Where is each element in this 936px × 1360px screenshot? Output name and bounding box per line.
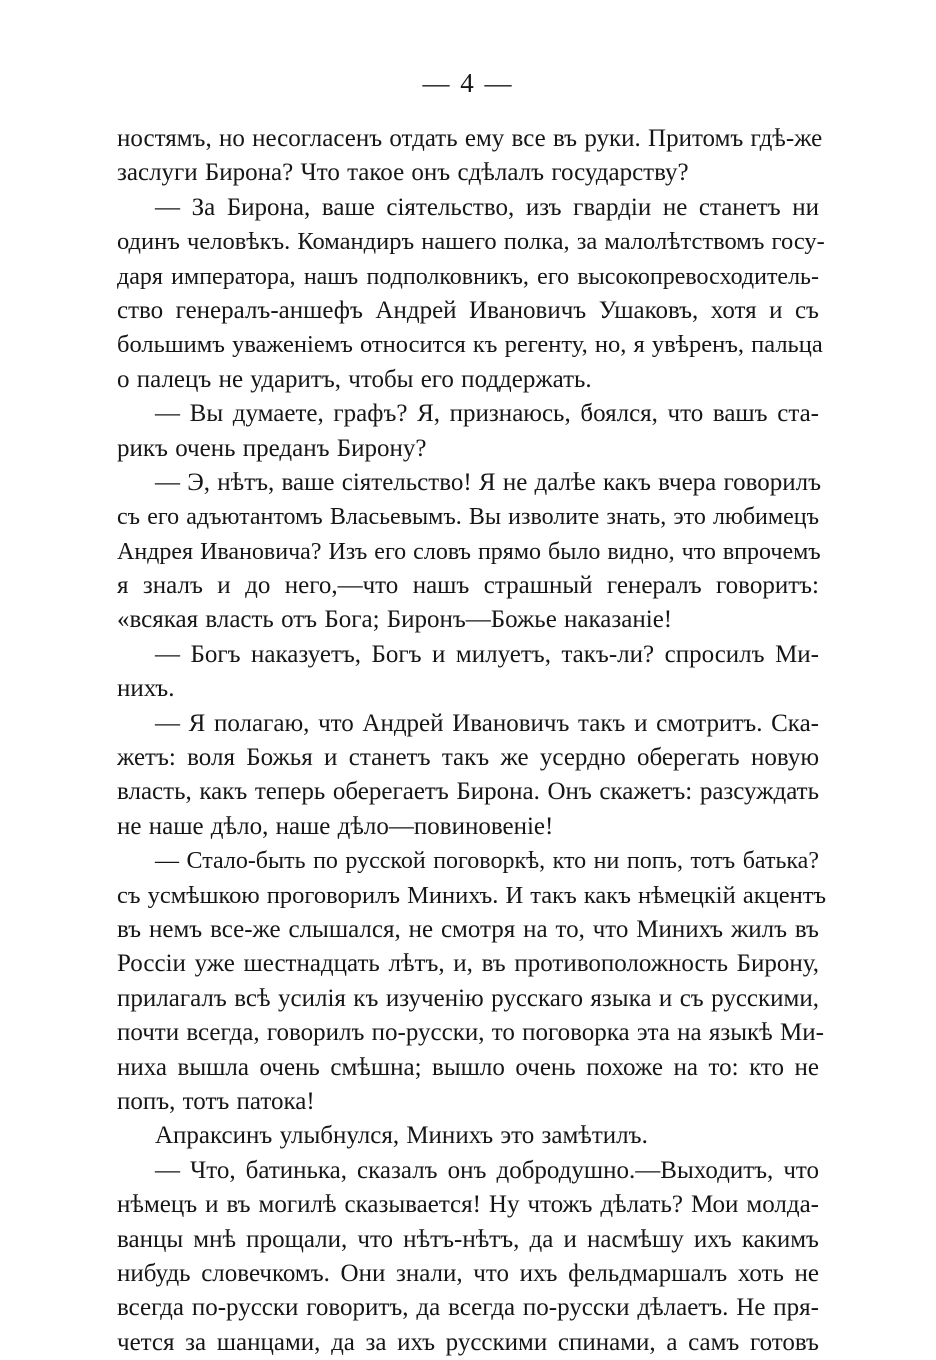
text-line: съ усмѣшкою проговорилъ Минихъ. И такъ какъ нѣмецкій акцентъ xyxy=(117,881,827,909)
text-line: ство генералъ-аншефъ Андрей Ивановичъ Ушаковъ, хотя и съ xyxy=(117,296,819,324)
text-line: даря императора, нашъ подполковникъ, его высокопревосходитель- xyxy=(117,263,819,290)
text-line: ниха вышла очень смѣшна; вышло очень похоже на то: кто не xyxy=(117,1053,819,1081)
text-line: — Я полагаю, что Андрей Ивановичъ такъ и смотритъ. Ска- xyxy=(155,709,819,737)
text-line: всегда по-русски говоритъ, да всегда по-русски дѣлаетъ. Не пря- xyxy=(117,1294,819,1322)
text-line: Россіи уже шестнадцать лѣтъ, и, въ противоположность Бирону, xyxy=(117,950,819,978)
text-line: нѣмецъ и въ могилѣ сказывается! Ну чтожъ дѣлать? Мои молда- xyxy=(117,1191,819,1219)
text-line: я зналъ и до него,—что нашъ страшный генералъ говоритъ: xyxy=(117,572,819,600)
text-line: въ немъ все-же слышался, не смотря на то, что Минихъ жилъ въ xyxy=(117,915,819,943)
text-line: чется за шанцами, да за ихъ русскими спинами, а самъ готовъ xyxy=(117,1328,819,1356)
page-number: — 4 — xyxy=(422,68,514,98)
text-line: — Вы думаете, графъ? Я, признаюсь, боялся, что вашъ ста- xyxy=(155,400,819,428)
text-line: нибудь словечкомъ. Они знали, что ихъ фельдмаршалъ хоть не xyxy=(117,1259,819,1287)
text-line: ванцы мнѣ прощали, что нѣтъ-нѣтъ, да и насмѣшу ихъ какимъ xyxy=(117,1225,819,1253)
text-line: большимъ уваженіемъ относится къ регенту, но, я увѣренъ, пальца xyxy=(117,331,823,359)
text-line: почти всегда, говорилъ по-русски, то поговорка эта на языкѣ Ми- xyxy=(117,1019,824,1047)
text-line: не наше дѣло, наше дѣло—повиновеніе! xyxy=(117,812,554,840)
text-line: попъ, тотъ патока! xyxy=(117,1087,315,1115)
text-line: съ его адъютантомъ Власьевымъ. Вы изволите знать, это любимецъ xyxy=(117,504,819,531)
text-line: «всякая власть отъ Бога; Биронъ—Божье наказаніе! xyxy=(117,606,673,634)
text-line: нихъ. xyxy=(117,675,175,703)
text-line: Андрея Ивановича? Изъ его словъ прямо было видно, что впрочемъ xyxy=(117,538,821,565)
text-line: — Богъ наказуетъ, Богъ и милуетъ, такъ-ли? спросилъ Ми- xyxy=(155,640,819,668)
text-line: — Что, батинька, сказалъ онъ добродушно.—Выходитъ, что xyxy=(155,1156,819,1184)
text-line: Апраксинъ улыбнулся, Минихъ это замѣтилъ. xyxy=(155,1122,648,1150)
text-line: прилагалъ всѣ усилія къ изученію русскаго языка и съ русскими, xyxy=(117,984,819,1012)
body-text xyxy=(117,122,827,1360)
text-line: рикъ очень преданъ Бирону? xyxy=(117,434,427,462)
text-line: одинъ человѣкъ. Командиръ нашего полка, за малолѣтствомъ госу- xyxy=(117,228,825,256)
text-line: ностямъ, но несогласенъ отдать ему все въ руки. Притомъ гдѣ-же xyxy=(117,125,823,152)
text-line: — За Бирона, ваше сіятельство, изъ гвардіи не станетъ ни xyxy=(155,193,819,221)
text-line: — Э, нѣтъ, ваше сіятельство! Я не далѣе какъ вчера говорилъ xyxy=(155,468,822,496)
text-line: жетъ: воля Божья и станетъ такъ же усердно оберегать новую xyxy=(117,744,819,772)
text-line: заслуги Бирона? Что такое онъ сдѣлалъ государству? xyxy=(117,159,689,187)
text-line: власть, какъ теперь оберегаетъ Бирона. Онъ скажетъ: разсуждать xyxy=(117,778,819,806)
text-line: — Стало-быть по русской поговоркѣ, кто ни попъ, тотъ батька? xyxy=(155,848,819,875)
text-line: о палецъ не ударитъ, чтобы его поддержать. xyxy=(117,365,592,393)
